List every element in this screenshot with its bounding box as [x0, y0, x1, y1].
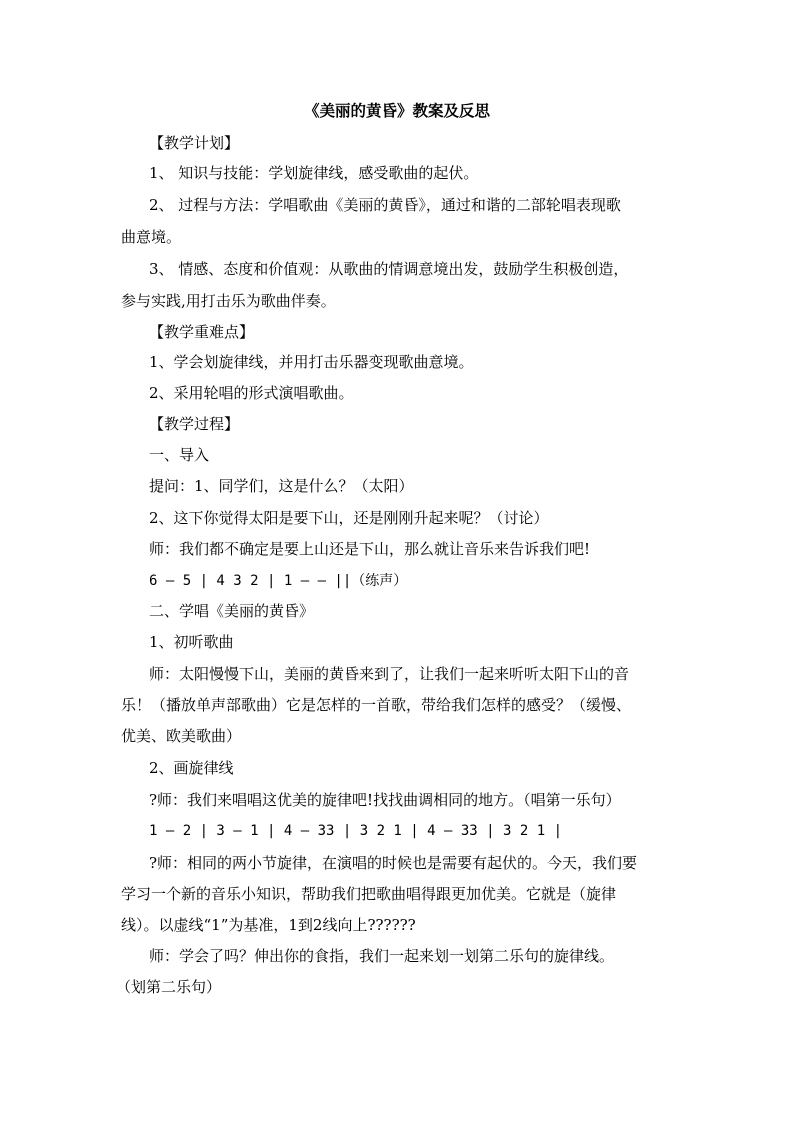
paragraph: 优美、欧美歌曲）: [121, 727, 242, 745]
paragraph: 一、导入: [149, 446, 210, 464]
paragraph: 1、初听歌曲: [149, 633, 234, 651]
section-heading-key-points: 【教学重难点】: [149, 323, 255, 341]
paragraph: 提问：1、同学们，这是什么？（太阳）: [149, 477, 414, 495]
paragraph: 1、学会划旋律线，并用打击乐器变现歌曲意境。: [149, 353, 474, 371]
music-notation: 1 — 2 | 3 — 1 | 4 — 33 | 3 2 1 | 4 — 33 | 3 2 1 |: [149, 823, 563, 839]
paragraph: ?师：我们来唱唱这优美的旋律吧!找找曲调相同的地方。（唱第一乐句）: [149, 791, 621, 809]
music-notation: 6 — 5 | 4 3 2 | 1 — — ||（练声）: [149, 573, 408, 589]
paragraph: 师：我们都不确定是要上山还是下山，那么就让音乐来告诉我们吧!: [149, 540, 591, 558]
section-heading-plan: 【教学计划】: [149, 134, 240, 152]
paragraph: 乐！（播放单声部歌曲）它是怎样的一首歌，带给我们怎样的感受？（缓慢、: [121, 696, 632, 714]
paragraph: 师：太阳慢慢下山，美丽的黄昏来到了，让我们一起来听听太阳下山的音: [149, 665, 630, 683]
paragraph: 师：学会了吗？伸出你的食指，我们一起来划一划第二乐句的旋律线。: [149, 947, 615, 965]
paragraph: 2、画旋律线: [149, 759, 234, 777]
paragraph: 曲意境。: [121, 228, 182, 246]
paragraph: 学习一个新的音乐小知识，帮助我们把歌曲唱得跟更加优美。它就是（旋律: [121, 885, 617, 903]
paragraph: 2、 过程与方法：学唱歌曲《美丽的黄昏》，通过和谐的二部轮唱表现歌: [149, 196, 621, 214]
paragraph: ?师：相同的两小节旋律，在演唱的时候也是需要有起伏的。今天，我们要: [149, 854, 638, 872]
paragraph: 2、这下你觉得太阳是要下山，还是刚刚升起来呢？（讨论）: [149, 509, 549, 527]
paragraph: 二、学唱《美丽的黄昏》: [149, 602, 315, 620]
document-title: 《美丽的黄昏》教案及反思: [303, 101, 490, 120]
paragraph: 参与实践,用打击乐为歌曲伴奏。: [121, 292, 336, 310]
paragraph: （划第二乐句）: [116, 978, 222, 996]
paragraph: 2、采用轮唱的形式演唱歌曲。: [149, 384, 354, 402]
paragraph: 1、 知识与技能：学划旋律线，感受歌曲的起伏。: [149, 164, 479, 182]
paragraph: 3、 情感、态度和价值观：从歌曲的情调意境出发，鼓励学生积极创造，: [149, 260, 629, 278]
section-heading-process: 【教学过程】: [149, 415, 240, 433]
paragraph: 线）。以虚线“1”为基准，1到2线向上??????: [121, 916, 416, 934]
